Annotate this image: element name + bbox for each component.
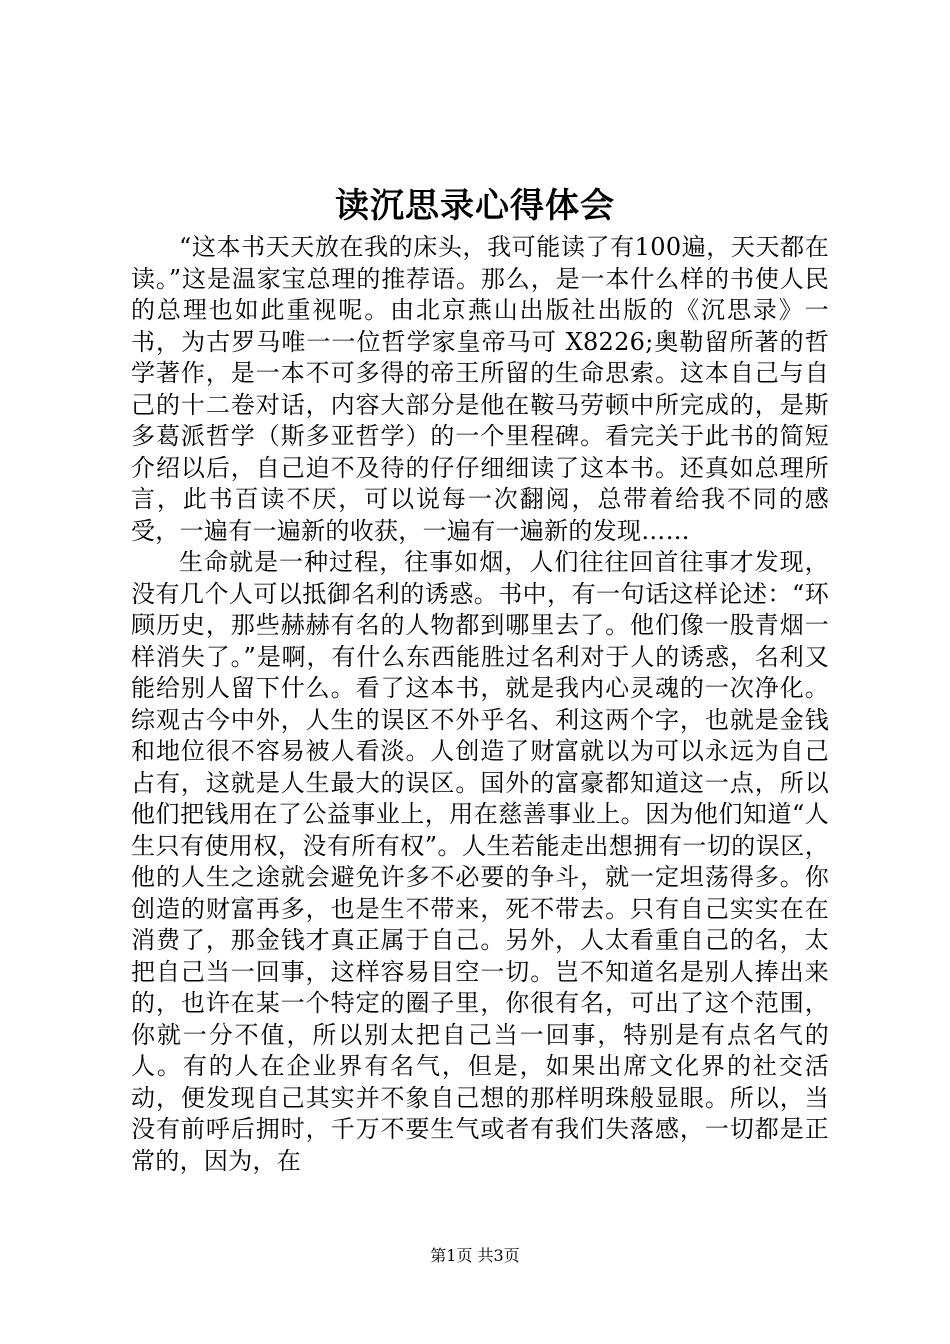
paragraph: 生命就是一种过程，往事如烟，人们往往回首往事才发现，没有几个人可以抵御名利的诱惑。书中，有一句话这样论述：“环顾历史，那些赫赫有名的人物都到哪里去了。他们像一股青烟一样消失了。”是啊，有什么东西能胜过名利对于人的诱惑，名利又能给别人留下什么。看了这本书，就是我内心灵魂的一次净化。综观古今中外，人生的误区不外乎名、利这两个字，也就是金钱和地位很不容易被人看淡。人创造了财富就以为可以永远为自己占有，这就是人生最大的误区。国外的富豪都知道这一点，所以他们把钱用在了公益事业上，用在慈善事业上。因为他们知道“人生只有使用权，没有所有权”。人生若能走出想拥有一切的误区，他的人生之途就会避免许多不必要的争斗，就一定坦荡得多。你创造的财富再多，也是生不带来，死不带去。只有自己实实在在消费了，那金钱才真正属于自己。另外，人太看重自己的名，太把自己当一回事，这样容易目空一切。岂不知道名是别人捧出来的，也许在某一个特定的圈子里，你很有名，可出了这个范围，你就一分不值，所以别太把自己当一回事，特别是有点名气的人。有的人在企业界有名气，但是，如果出席文化界的社交活动，便发现自己其实并不象自己想的那样明珠般显眼。所以，当没有前呼后拥时，千万不要生气或者有我们失落感，一切都是正常的，因为，在 bbox=[131, 548, 829, 1175]
page-footer: 第1页 共3页 bbox=[430, 1246, 520, 1265]
paragraph: “这本书天天放在我的床头，我可能读了有100遍，天天都在读。”这是温家宝总理的推荐语。那么，是一本什么样的书使人民的总理也如此重视呢。由北京燕山出版社出版的《沉思录》一书，为古罗马唯一一位哲学家皇帝马可 X8226;奥勒留所著的哲学著作，是一本不可多得的帝王所留的生命思索。这本自己与自己的十二卷对话，内容大部分是他在鞍马劳顿中所完成的，是斯多葛派哲学（斯多亚哲学）的一个里程碑。看完关于此书的简短介绍以后，自己迫不及待的仔仔细细读了这本书。还真如总理所言，此书百读不厌，可以说每一次翻阅，总带着给我不同的感受，一遍有一遍新的收获，一遍有一遍新的发现…… bbox=[131, 233, 829, 545]
document-body bbox=[131, 232, 829, 1177]
document-title: 读沉思录心得体会 bbox=[335, 186, 615, 226]
